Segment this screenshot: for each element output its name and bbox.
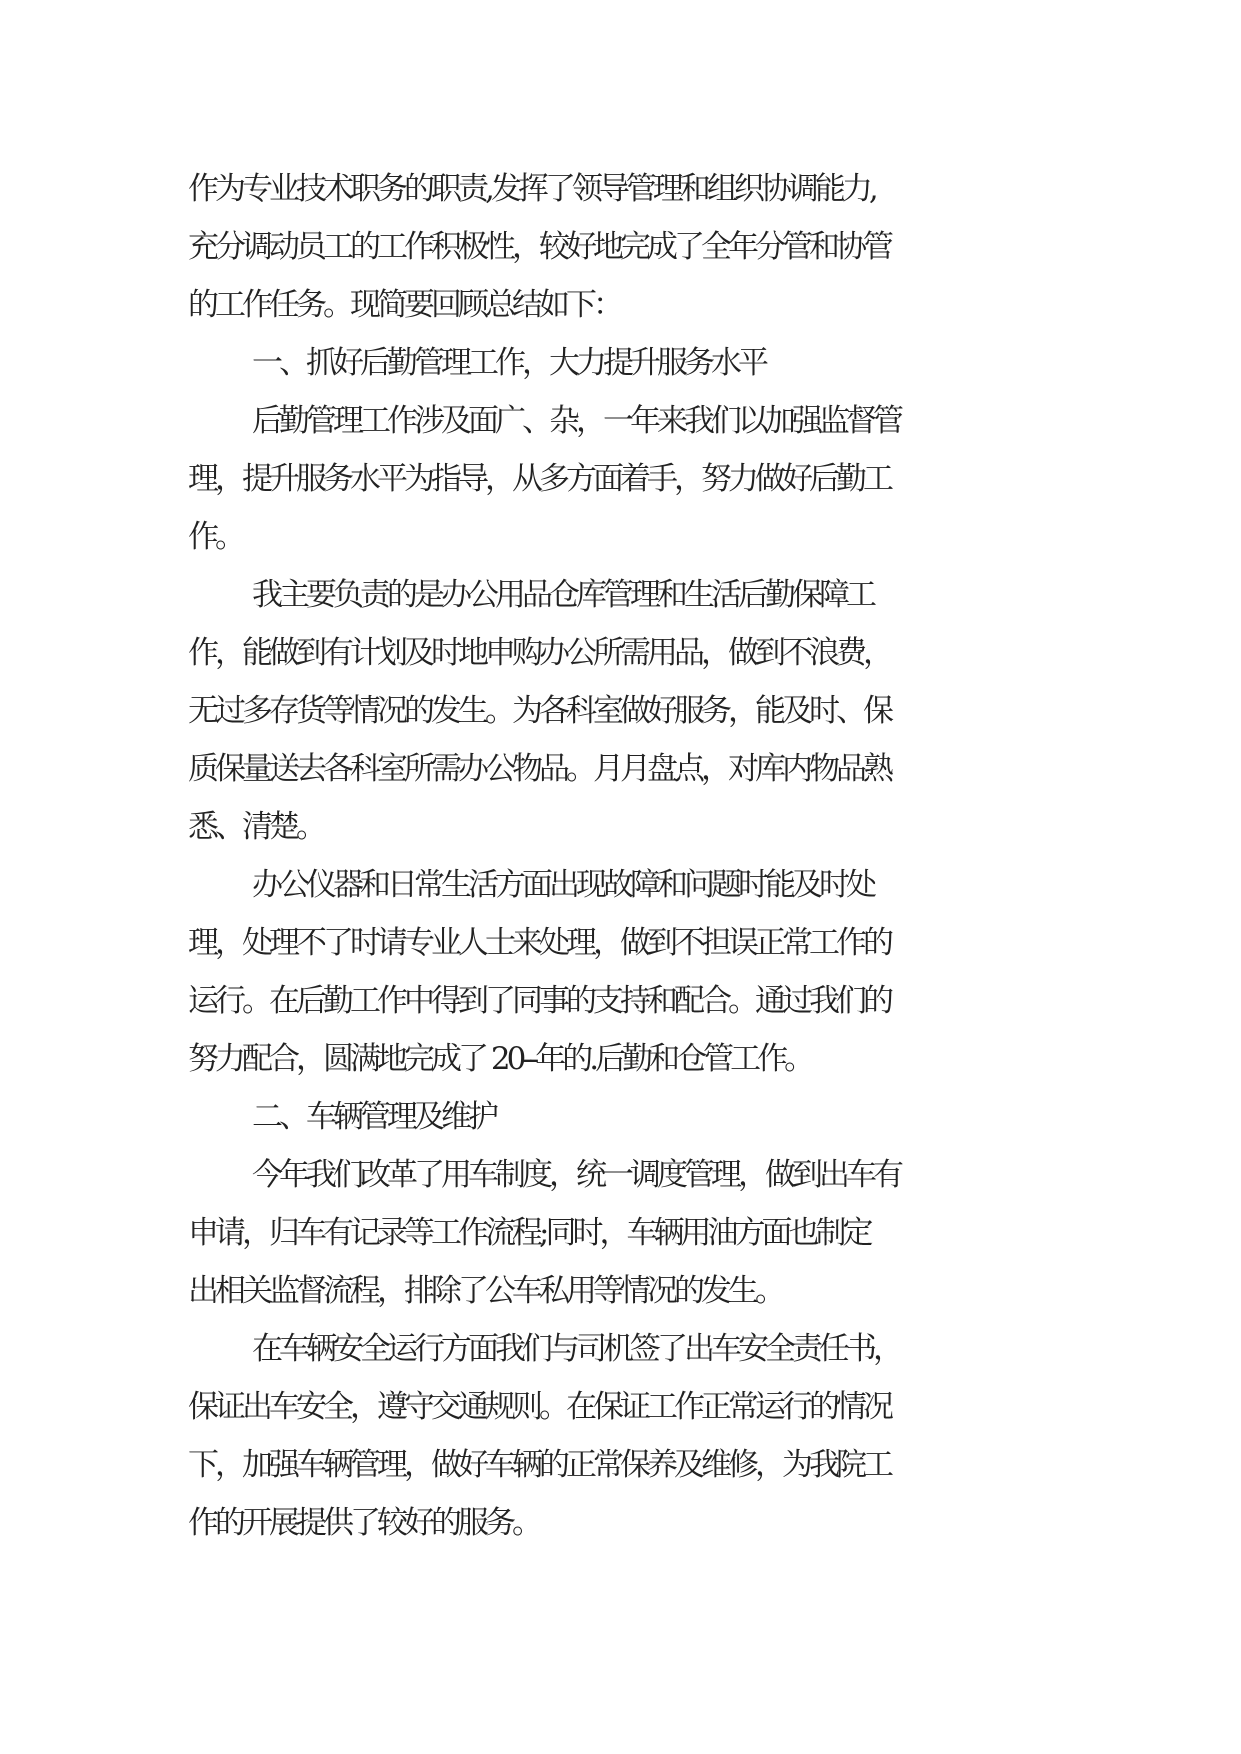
text-line: 充分调动员工的工作积极性，较好地完成了全年分管和协管	[188, 229, 890, 265]
text-line: 理，提升服务水平为指导，从多方面着手，努力做好后勤工	[188, 461, 890, 497]
text-line: 质保量送去各科室所需办公物品。月月盘点，对库内物品熟	[188, 751, 890, 787]
text-line: 的工作任务。现简要回顾总结如下：	[188, 287, 620, 323]
text-line: 在车辆安全运行方面我们与司机签了出车安全责任书，	[252, 1331, 900, 1367]
text-line: 作，能做到有计划及时地申购办公所需用品，做到不浪费，	[188, 635, 890, 671]
text-line: 作。	[188, 519, 242, 555]
text-line: 作的开展提供了较好的服务。	[188, 1505, 539, 1541]
text-line: 保证出车安全，遵守交通规则。在保证工作正常运行的情况	[188, 1389, 890, 1425]
text-line: 出相关监督流程，排除了公车私用等情况的发生。	[188, 1273, 782, 1309]
text-line: 我主要负责的是办公用品仓库管理和生活后勤保障工	[252, 577, 873, 613]
text-line: 作为专业技术职务的职责,发挥了领导管理和组织协调能力,	[188, 171, 875, 207]
text-line: 悉、清楚。	[188, 809, 323, 845]
text-line: 运行。在后勤工作中得到了同事的支持和配合。通过我们的	[188, 983, 890, 1019]
text-line: 下，加强车辆管理，做好车辆的正常保养及维修，为我院工	[188, 1447, 890, 1483]
text-line: 今年我们改革了用车制度，统一调度管理，做到出车有	[252, 1157, 900, 1193]
text-line: 申请，归车有记录等工作流程;同时，车辆用油方面也制定	[188, 1215, 870, 1251]
text-line: 理，处理不了时请专业人士来处理，做到不担误正常工作的	[188, 925, 890, 961]
text-line: 努力配合，圆满地完成了 20--年的.后勤和仓管工作。	[188, 1041, 812, 1077]
text-line: 后勤管理工作涉及面广、杂，一年来我们以加强监督管	[252, 403, 900, 439]
text-line: 无过多存货等情况的发生。为各科室做好服务，能及时、保	[188, 693, 890, 729]
text-line: 办公仪器和日常生活方面出现故障和问题时能及时处	[252, 867, 873, 903]
text-line: 二、车辆管理及维护	[252, 1099, 495, 1135]
document-body	[188, 160, 1088, 1552]
text-line: 一、抓好后勤管理工作，大力提升服务水平	[252, 345, 765, 381]
